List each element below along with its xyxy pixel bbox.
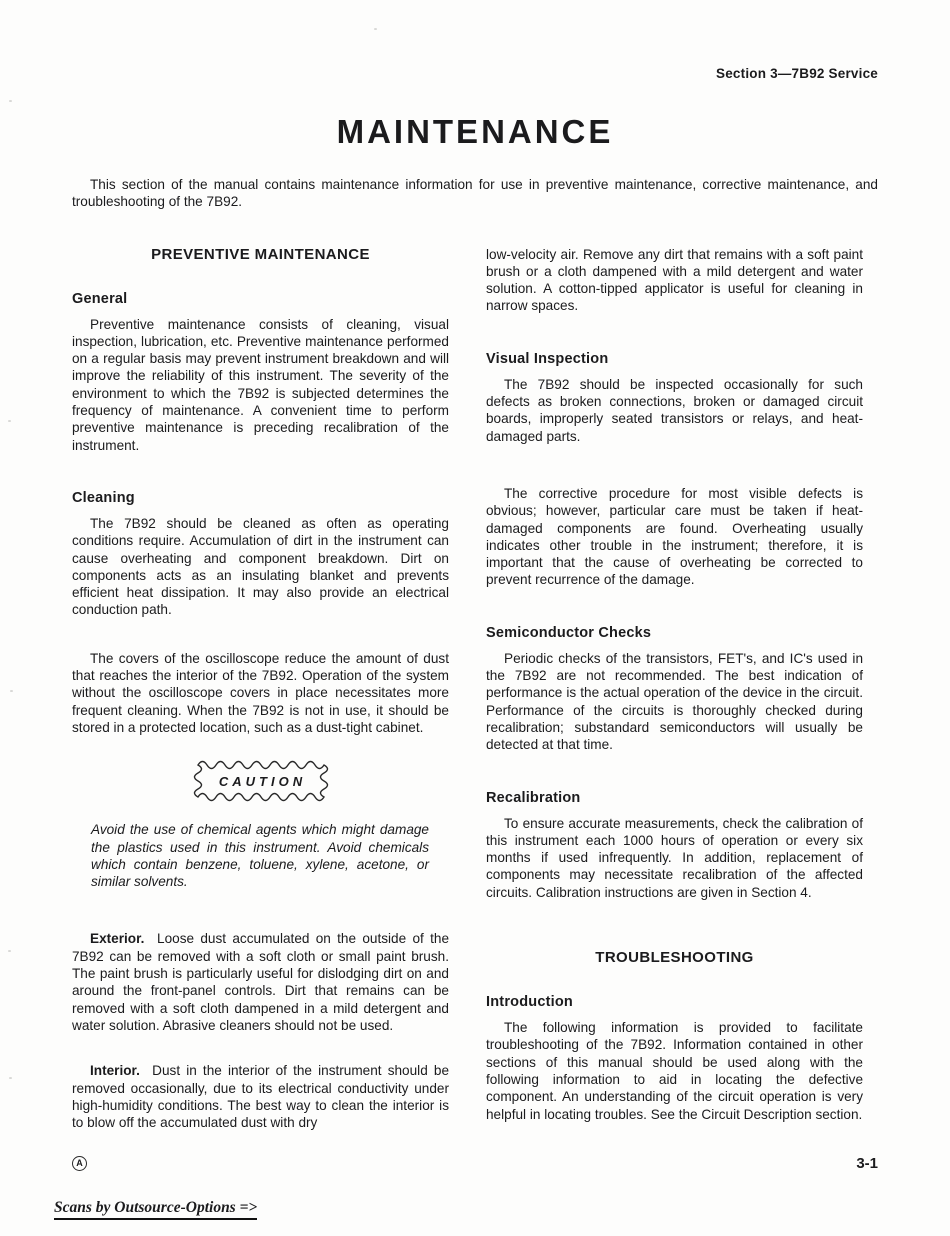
corrective-procedure-paragraph: The corrective procedure for most visible defects is obvious; however, particular care must be taken if heat-damaged components are found. Overheating usually indicates other trouble in the instrument; therefore, it is important that the cause of overheating be corrected to prevent recurrence of the damage.: [486, 485, 863, 588]
scan-speck: [10, 690, 13, 692]
left-column: [72, 246, 449, 1132]
general-heading: General: [72, 290, 128, 307]
semiconductor-checks-paragraph: Periodic checks of the transistors, FET's, and IC's used in the 7B92 are not recommended. The best indication of performance is the actual operation of the device in the circuit. Performance of the circuits is thoroughly checked during recalibration; substandard semiconductors will usually be detected at that time.: [486, 650, 863, 753]
interior-paragraph: [72, 1062, 449, 1131]
scan-credit-note: Scans by Outsource-Options =>: [54, 1199, 257, 1220]
caution-label: CAUTION: [218, 773, 307, 789]
interior-body: Dust in the interior of the instrument should be removed occasionally, due to its electrical conductivity under high-humidity conditions. The best way to clean the interior is to blow off the accumulated dust with dry: [72, 1063, 450, 1131]
exterior-body: Loose dust accumulated on the outside of the 7B92 can be removed with a soft cloth or small paint brush. The paint brush is particularly useful for dislodging dirt on and around the front-panel controls. Dirt that remains can be removed with a soft cloth dampened in a mild detergent and water solution. Abrasive cleaners should not be used.: [72, 931, 450, 1033]
caution-box: [186, 754, 336, 808]
visual-inspection-paragraph: The 7B92 should be inspected occasionally for such defects as broken connections, broken or damaged circuit boards, improperly seated transistors or relays, and heat-damaged parts.: [486, 376, 863, 444]
cleaning-heading: Cleaning: [72, 489, 135, 506]
right-column: [486, 246, 863, 1132]
section-header: Section 3—7B92 Service: [716, 66, 878, 81]
scan-speck: [8, 950, 11, 952]
caution-paragraph: Avoid the use of chemical agents which might damage the plastics used in this instrument. Avoid chemicals which contain benzene, toluene, xylene, acetone, or similar solvents.: [91, 822, 429, 890]
scan-speck: [374, 28, 377, 30]
two-column-layout: [72, 246, 878, 1132]
recalibration-heading: Recalibration: [486, 789, 581, 806]
intro-paragraph: This section of the manual contains maintenance information for use in preventive maintenance, corrective maintenance, and troubleshooting of the 7B92.: [72, 177, 878, 210]
interior-continuation-paragraph: low-velocity air. Remove any dirt that remains with a soft paint brush or a cloth dampened with a mild detergent and water solution. A cotton-tipped applicator is useful for cleaning in narrow spaces.: [486, 246, 863, 314]
introduction-heading: Introduction: [486, 994, 573, 1011]
page-number: 3-1: [856, 1155, 878, 1172]
cleaning-paragraph-2: The covers of the oscilloscope reduce the amount of dust that reaches the interior of the 7B92. Operation of the system without the oscilloscope covers in place necessitates more frequent cleaning. When the 7B92 is not in use, it should be stored in a protected location, such as a dust-tight cabinet.: [72, 650, 449, 735]
revision-circle-a-mark: A: [72, 1156, 87, 1171]
scan-speck: [8, 420, 11, 422]
interior-lead: Interior.: [90, 1063, 140, 1079]
page-footer: [72, 1155, 878, 1172]
general-paragraph: Preventive maintenance consists of cleaning, visual inspection, lubrication, etc. Preventive maintenance performed on a regular basis may prevent instrument breakdown and will improve the reliability of this instrument. The severity of the environment to which the 7B92 is subjected determines the frequency of maintenance. A convenient time to perform preventive maintenance is preceding recalibration of the instrument.: [72, 316, 449, 453]
cleaning-paragraph-1: The 7B92 should be cleaned as often as operating conditions require. Accumulation of dirt in the instrument can cause overheating and component breakdown. Dirt on components acts as an insulating blanket and prevents efficient heat dissipation. It may also provide an electrical conduction path.: [72, 515, 449, 618]
preventive-maintenance-heading: PREVENTIVE MAINTENANCE: [151, 245, 370, 263]
semiconductor-checks-heading: Semiconductor Checks: [486, 624, 652, 641]
page-title: MAINTENANCE: [336, 113, 614, 150]
troubleshooting-heading: TROUBLESHOOTING: [595, 949, 754, 967]
introduction-paragraph: The following information is provided to facilitate troubleshooting of the 7B92. Information contained in other sections of this manual should be used along with the following information to aid in locating the defective component. An understanding of the circuit operation is very helpful in locating troubles. See the Circuit Description section.: [486, 1020, 863, 1122]
scan-speck: [9, 100, 12, 102]
visual-inspection-heading: Visual Inspection: [486, 350, 609, 367]
exterior-lead: Exterior.: [90, 931, 145, 947]
exterior-paragraph: [72, 930, 449, 1034]
recalibration-paragraph: To ensure accurate measurements, check the calibration of this instrument each 1000 hours of operation or every six months if used infrequently. In addition, replacement of components may necessitate recalibration of the affected circuits. Calibration instructions are given in Section 4.: [486, 815, 863, 900]
scan-speck: [9, 1077, 12, 1079]
